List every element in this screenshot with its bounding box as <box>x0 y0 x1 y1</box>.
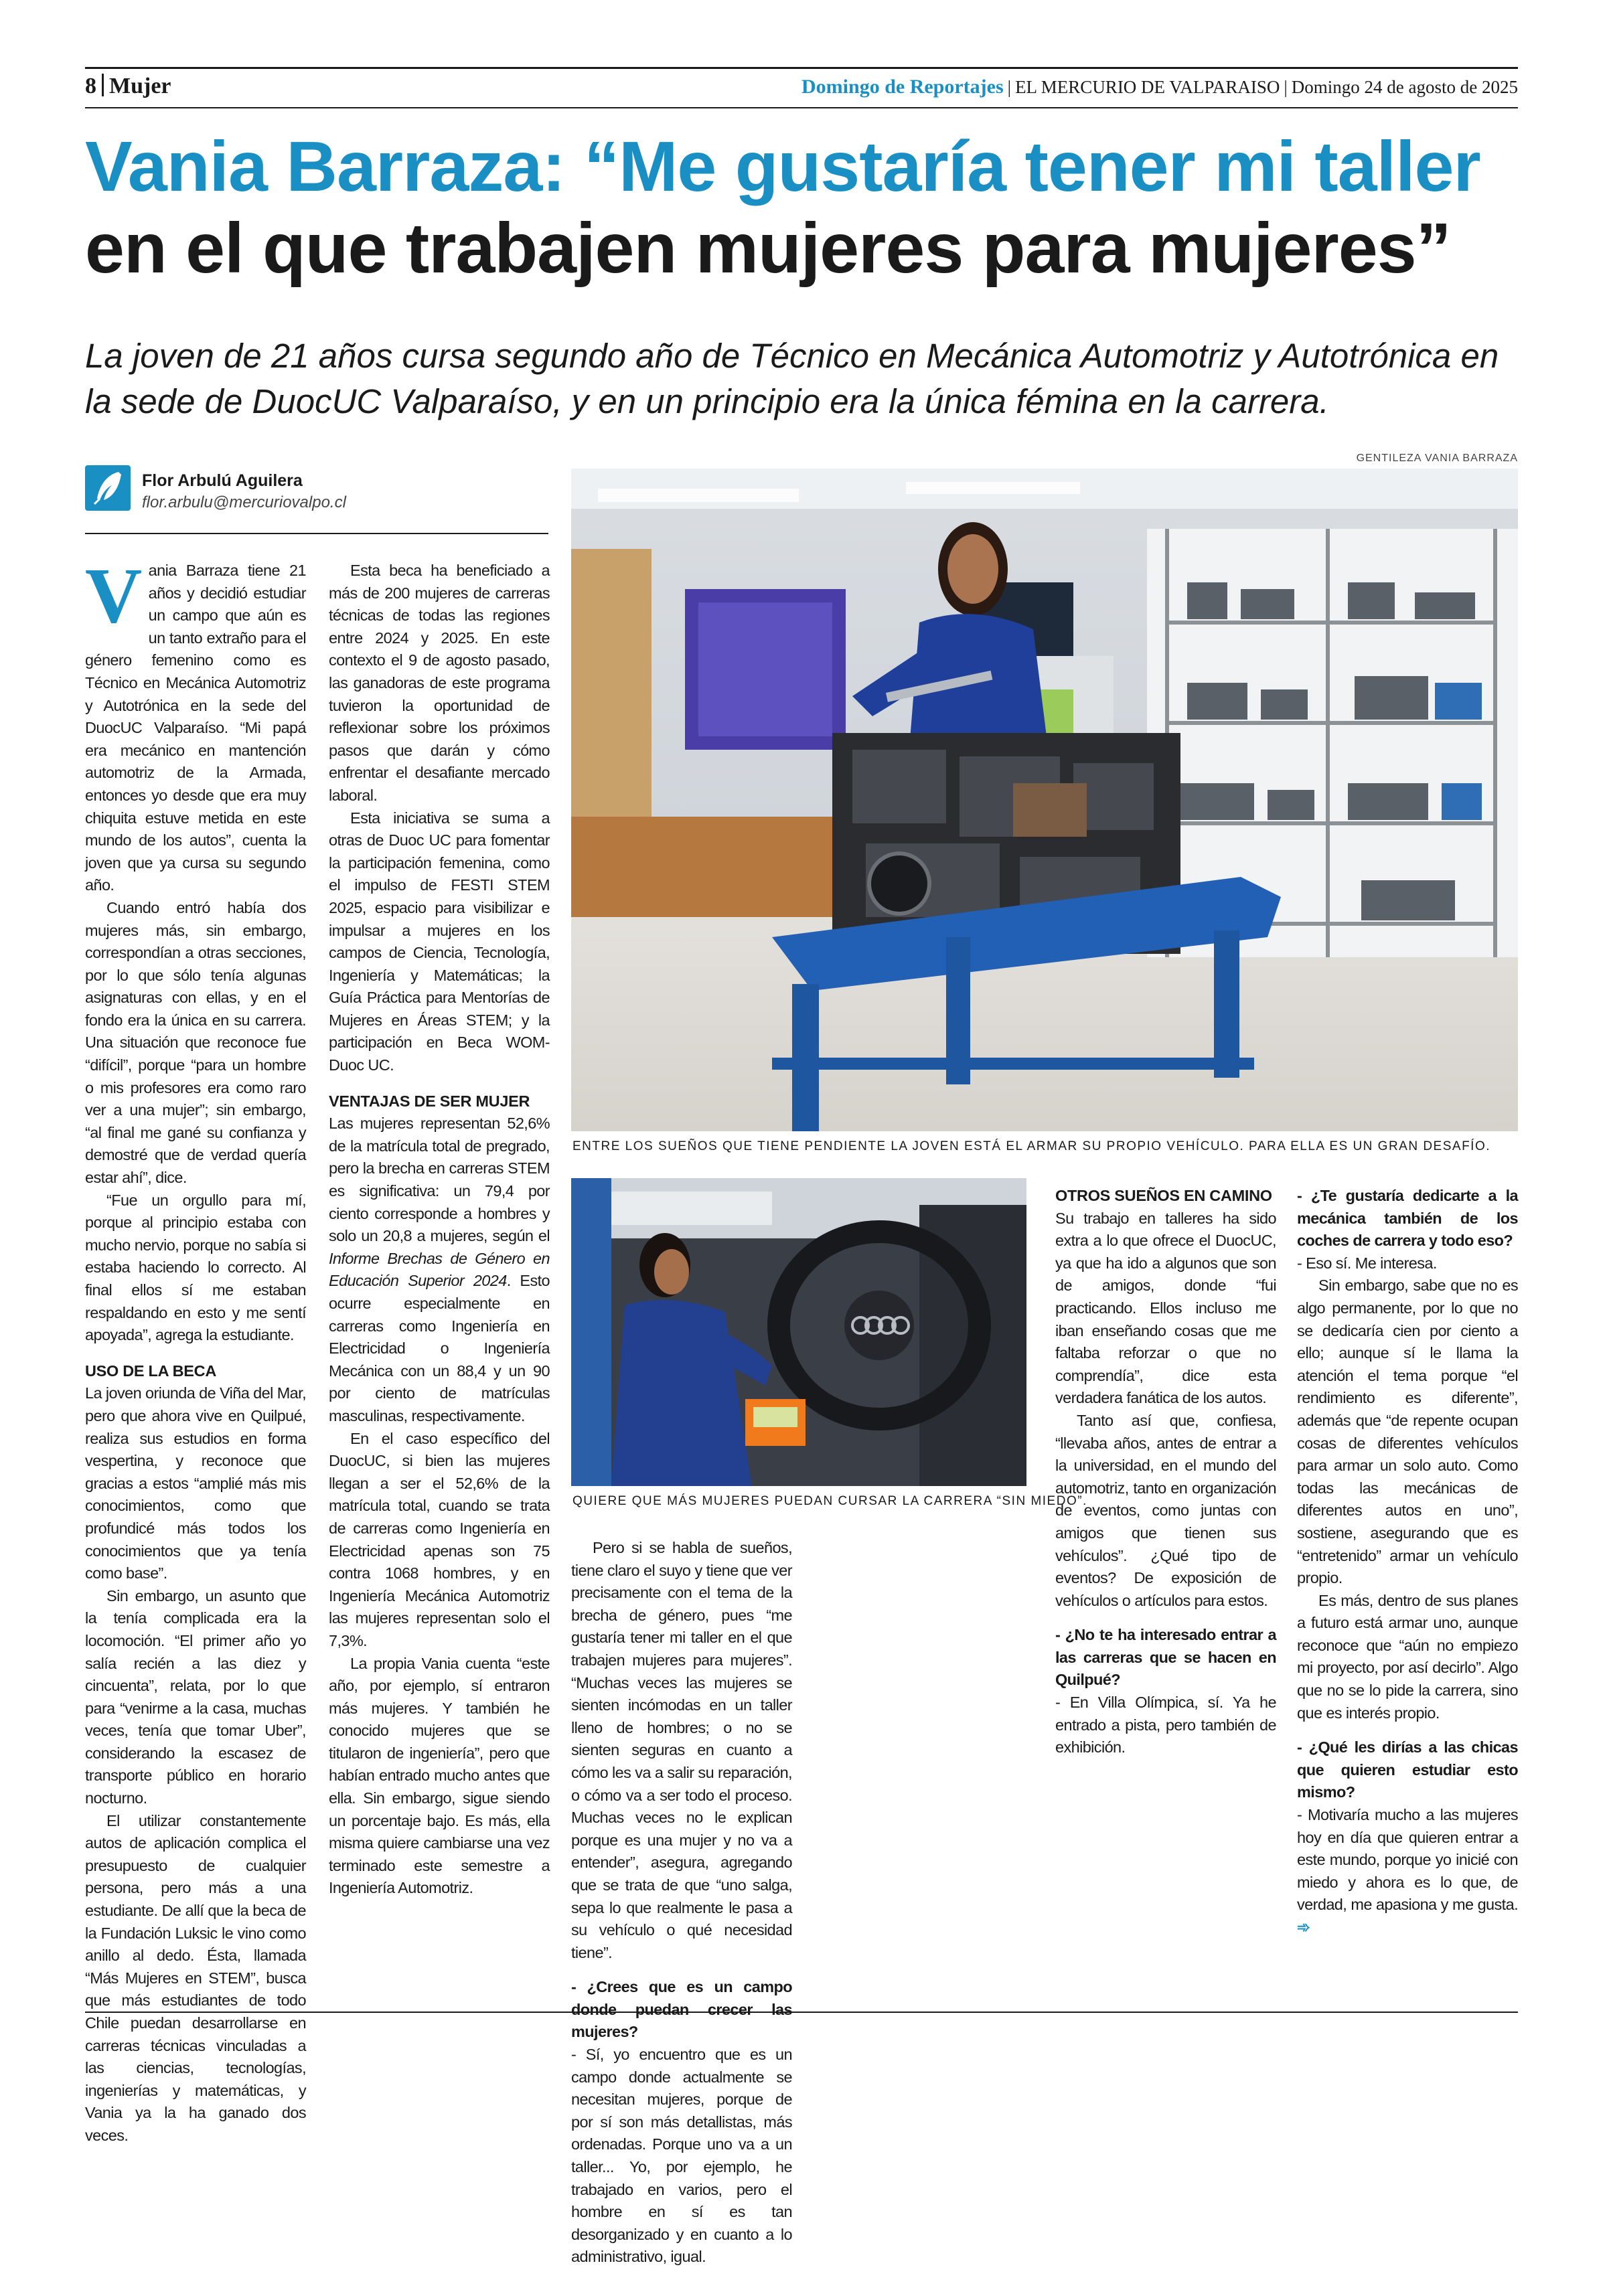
body-paragraph: Cuando entró había dos mujeres más, sin embargo, correspondían a otras secciones, por lo que sólo tenía algunas asignaturas con ellas, y en el fondo era la única en su carrera. Una situación que reconoce fue “difícil”, porque “para un hombre o mis profesores era como raro ver a una mujer”; sin embargo, “al final me gané su confianza y demostré que de verdad quería estar ahí”, dice. <box>85 898 306 1187</box>
headline <box>85 126 1525 289</box>
body-paragraph: El utilizar constantemente autos de aplicación complica el presupuesto de cualquier persona, pero más a una estudiante. De allí que la beca de la Fundación Luksic le vino como anillo al dedo. Ésta, llamada “Más Mujeres en STEM”, busca que más estudiantes de todo Chile puedan desarrollarse en carreras técnicas vinculadas a las ciencias, tecnologías, ingenierías y matemáticas, y Vania ya la ha ganado dos veces. <box>85 1811 306 2144</box>
report-title: Informe Brechas de Género en Educación Superior 2024 <box>329 1249 550 1290</box>
author-email[interactable]: flor.arbulu@mercuriovalpo.cl <box>142 493 346 511</box>
footer-rule <box>85 2012 1518 2013</box>
header-rule-bottom <box>85 107 1518 108</box>
photo-credit: GENTILEZA VANIA BARRAZA <box>1356 453 1518 464</box>
lead-paragraph: La joven de 21 años cursa segundo año de Técnico en Mecánica Automotriz y Autotrónica en la sede de DuocUC Valparaíso, y en un principio era la única fémina en la carrera. <box>85 337 1499 420</box>
headline-line-2: en el que trabajen mujeres para mujeres” <box>85 209 1451 288</box>
photo-car-interior <box>571 1178 1026 1486</box>
body-paragraph: Sin embargo, un asunto que la tenía complicada era la locomoción. “El primer año yo salía recién a las diez y cincuenta”, relata, por lo que para “venirme a la casa, muchas veces, tenía que tomar Uber”, considerando la escasez de transporte público en horario nocturno. <box>85 1586 306 1807</box>
body-paragraph: En el caso específico del DuocUC, si bien las mujeres llegan a ser el 52,6% de la matrícula total, cuando se trata de carreras como Ingeniería en Electricidad apenas son 75 contra 1068 hombres, y en Ingeniería Mecánica Automotriz las mujeres representan solo el 7,3%. <box>329 1429 550 1649</box>
text-column-2 <box>329 560 550 1900</box>
header-divider <box>102 74 104 96</box>
page-section-label <box>85 71 171 102</box>
issue-date: Domingo 24 de agosto de 2025 <box>1291 77 1518 97</box>
body-paragraph: Tanto así que, confiesa, “llevaba años, antes de entrar a la universidad, en el mundo del automotriz, tanto en organización de eventos, como juntas con amigos que tienen sus vehículos”. ¿Qué tipo de eventos? De exposición de vehículos o artículos para estos. <box>1055 1411 1276 1609</box>
quill-icon <box>85 465 131 511</box>
newspaper-name: EL MERCURIO DE VALPARAISO <box>1015 77 1280 97</box>
subhead-suenos: OTROS SUEÑOS EN CAMINO <box>1055 1187 1272 1204</box>
interview-answer: - Sí, yo encuentro que es un campo donde actualmente se necesitan mujeres, porque de por sí son más detallistas, más ordenadas. Porque uno va a un taller... Yo, por ejemplo, he trabajado en varios, pero el hombre en sí es tan desorganizado y en cuanto a lo administrativo, igual. <box>571 2046 792 2266</box>
subhead-ventajas: VENTAJAS DE SER MUJER <box>329 1092 530 1110</box>
body-paragraph: Esta iniciativa se suma a otras de Duoc UC para fomentar la participación femenina, como el impulso de FESTI STEM 2025, espacio para visibilizar e impulsar a mujeres en los campos de Ciencia, Tecnología, Ingeniería y Matemáticas; la Guía Práctica para Mentorías de Mujeres en Áreas STEM; y la participación en Beca WOM-Duoc UC. <box>329 809 550 1074</box>
author-name: Flor Arbulú Aguilera <box>142 471 303 490</box>
body-paragraph: “Fue un orgullo para mí, porque al principio estaba con mucho nervio, porque no sabía si estaba haciendo lo correcto. Al final ellos sí me estaban respaldando en esto y me sentí apoyada”, agrega la estudiante. <box>85 1191 306 1344</box>
section-name: Mujer <box>109 74 171 98</box>
body-paragraph: La joven oriunda de Viña del Mar, pero que ahora vive en Quilpué, realiza sus estudios en forma vespertina, y reconoce que gracias a estos “amplié más mis conocimientos, como que profundicé más todos los conocimientos que ya tenía como base”. <box>85 1384 306 1582</box>
photo-caption-2: QUIERE QUE MÁS MUJERES PUEDAN CURSAR LA CARRERA “SIN MIEDO”. <box>572 1494 1087 1508</box>
body-paragraph: Es más, dentro de sus planes a futuro está armar uno, aunque reconoce que “aún no empiezo mi proyecto, por así decirlo”. Algo que no se lo pide la carrera, sino que es interés propio. <box>1297 1591 1518 1722</box>
body-paragraph: Pero si se habla de sueños, tiene claro el suyo y tiene que ver precisamente con el tema de la brecha de género, pues “me gustaría tener mi taller en el que trabajen mujeres para mujeres”. “Muchas veces las mujeres se sienten incómodas en un taller lleno de hombres; o no se sienten seguras en cuanto a cómo les va a salir su reparación, o cómo va a ser todo el proceso. Muchas veces no le explican porque es una mujer y no va a entender”, asegura, agregando que se trata de que “uno salga, sepa lo que realmente le pasa a su vehículo o qué necesidad tiene”. <box>571 1539 792 1961</box>
body-paragraph: La propia Vania cuenta “este año, por ejemplo, sí entraron más mujeres. Y también he conocido mujeres que se titularon de ingeniería”, pero que habían entrado mucho antes que ella. Sin embargo, sigue siendo un porcentaje bajo. Es más, ella misma quiere cambiarse una vez terminado este semestre a Ingeniería Automotriz. <box>329 1654 550 1897</box>
text-column-6 <box>1297 1185 1518 1939</box>
interview-answer: - Motivaría mucho a las mujeres hoy en día que quieren entrar a este mundo, porque yo inicié con miedo y ahora es lo que, de verdad, me apasiona y me gusta. ➾ <box>1297 1806 1518 1936</box>
header-rule-top <box>85 67 1518 69</box>
body-paragraph: Esta beca ha beneficiado a más de 200 mujeres de carreras técnicas de todas las regiones entre 2024 y 2025. En este contexto el 9 de agosto pasado, las ganadoras de este programa tuvieron la oportunidad de reflexionar sobre los próximos pasos que darán y cómo enfrentar el desafiante mercado laboral. <box>329 562 550 804</box>
header-masthead: Domingo de Reportajes | EL MERCURIO DE VALPARAISO | Domingo 24 de agosto de 2025 <box>801 76 1518 98</box>
interview-answer: - En Villa Olímpica, sí. Ya he entrado a pista, pero también de exhibición. <box>1055 1694 1276 1756</box>
headline-line-1: Vania Barraza: “Me gustaría tener mi taller <box>85 127 1480 206</box>
photo-caption-1: ENTRE LOS SUEÑOS QUE TIENE PENDIENTE LA JOVEN ESTÁ EL ARMAR SU PROPIO VEHÍCULO. PARA ELLA ES UN GRAN DESAFÍO. <box>572 1139 1491 1153</box>
text-column-5 <box>1055 1185 1276 1759</box>
photo-engine-workshop <box>571 469 1518 1131</box>
interview-question: - ¿No te ha interesado entrar a las carreras que se hacen en Quilpué? <box>1055 1626 1276 1689</box>
text-column-1 <box>85 552 306 2147</box>
drop-cap: V <box>85 552 142 639</box>
byline-rule <box>85 533 548 534</box>
body-paragraph: Sin embargo, sabe que no es algo permanente, por lo que no se dedicaría cien por ciento a ello; aunque sí le llama la atención el tema porque “el rendimiento es diferente”, además que “de repente ocupan cosas de diferentes vehículos para armar un solo auto. Como todas las mecánicas de diferentes autos en uno”, sostiene, asegurando que es “entretenido” armar un vehículo propio. <box>1297 1277 1518 1587</box>
supplement-name: Domingo de Reportajes <box>801 76 1004 98</box>
interview-question: - ¿Te gustaría dedicarte a la mecánica también de los coches de carrera y todo eso? <box>1297 1187 1518 1250</box>
text-column-3 <box>571 1537 792 2269</box>
body-paragraph: Las mujeres representan 52,6% de la matrícula total de pregrado, pero la brecha en carreras STEM es significativa: un 79,4 por ciento corresponde a hombres y solo un 20,8 a mujeres, según el Informe Brechas de Género en Educación Superior 2024. Esto ocurre especialmente en carreras como Ingeniería en Electricidad o Ingeniería Mecánica con un 88,4 y un 90 por ciento de matrículas masculinas, respectivamente. <box>329 1115 550 1424</box>
body-paragraph: Su trabajo en talleres ha sido extra a lo que ofrece el DuocUC, ya que ha ido a algunos que son de amigos, donde “fui practicando. Ellos incluso me iban enseñando cosas que me faltaba reforzar o que no comprendía”, dice esta verdadera fanática de los autos. <box>1055 1209 1276 1407</box>
end-arrow-icon: ➾ <box>1297 1918 1310 1936</box>
interview-answer: - Eso sí. Me interesa. <box>1297 1254 1437 1272</box>
body-paragraph: Vania Barraza tiene 21 años y decidió estudiar un campo que aún es un tanto extraño para el género femenino como es Técnico en Mecánica Automotriz y Autotrónica en la sede del DuocUC Valparaíso. “Mi papá era mecánico en mantención automotriz de la Armada, entonces yo desde que era muy chiquita estuve metida en este mundo de los autos”, cuenta la joven que ya cursa su segundo año. <box>85 552 306 894</box>
interview-question: - ¿Crees que es un campo donde puedan crecer las mujeres? <box>571 1978 792 2041</box>
subhead-beca: USO DE LA BECA <box>85 1362 216 1380</box>
page-number: 8 <box>85 74 96 98</box>
interview-question: - ¿Qué les dirías a las chicas que quieren estudiar esto mismo? <box>1297 1738 1518 1801</box>
